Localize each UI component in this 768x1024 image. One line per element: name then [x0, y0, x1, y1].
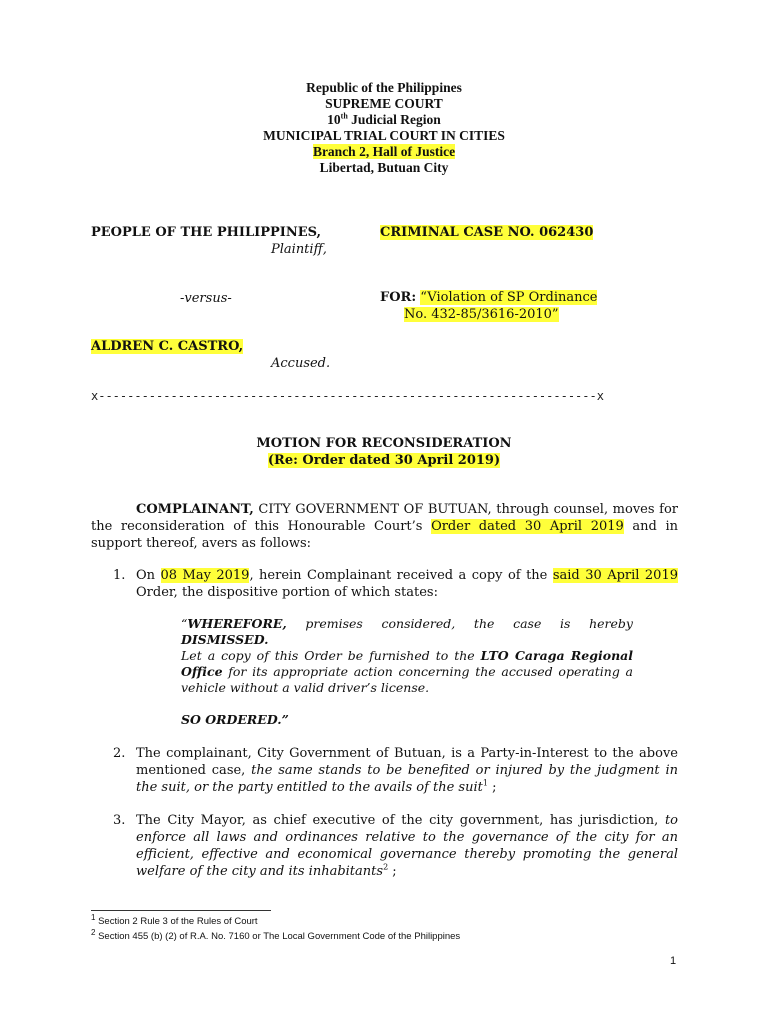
page-number: 1	[670, 955, 677, 967]
item-2-text: The complainant, City Government of Butuan, is a Party-in-Interest to the above mentioned case, the same stands to be benefited or injured by the judgment in the suit, or the party entitled to the avails of the suit$^1$ ;	[136, 746, 678, 795]
header-court-name: MUNICIPAL TRIAL COURT IN CITIES	[263, 128, 505, 143]
header-branch: Branch 2, Hall of Justice	[312, 144, 456, 159]
footnote-2: $^2$ Section 455 (b) (2) of R.A. No. 7160 or The Local Government Code of the Philippines	[91, 927, 461, 942]
footnote-rule	[91, 910, 271, 911]
court-header	[0, 80, 768, 176]
accused-role: Accused.	[271, 356, 331, 371]
item-3-number: 3.	[113, 813, 126, 828]
item-1-number: 1.	[113, 568, 126, 583]
accused-name: ALDREN C. CASTRO,	[91, 339, 244, 354]
plaintiff-role: Plaintiff,	[271, 242, 327, 257]
caption-separator: x---------------------------------------------------------------------x	[91, 389, 604, 403]
motion-title-line1: MOTION FOR RECONSIDERATION	[256, 436, 512, 451]
header-republic: Republic of the Philippines	[306, 80, 462, 95]
quote-so-ordered: SO ORDERED.”	[181, 712, 289, 727]
item-2-number: 2.	[113, 746, 126, 761]
versus-label: -versus-	[180, 291, 232, 306]
footnote-1: $^1$ Section 2 Rule 3 of the Rules of Court	[91, 912, 258, 927]
case-number: CRIMINAL CASE NO. 062430	[380, 225, 594, 240]
plaintiff-name: PEOPLE OF THE PHILIPPINES,	[91, 225, 322, 240]
quote-dispositive: “WHEREFORE, premises considered, the case is hereby DISMISSED.	[181, 616, 633, 647]
header-judicial-region: 10th Judicial Region	[327, 111, 441, 127]
intro-paragraph: COMPLAINANT, CITY GOVERNMENT OF BUTUAN, through counsel, moves for the reconsideration of this Honourable Court’s Order dated 30 April 2019 and in support thereof, avers as follows:	[91, 502, 678, 551]
header-location: Libertad, Butuan City	[319, 160, 449, 175]
motion-title-line2: (Re: Order dated 30 April 2019)	[267, 453, 501, 468]
quote-furnish-order: Let a copy of this Order be furnished to the LTO Caraga Regional Office for its appropriate action concerning the accused operating a vehicle without a valid driver’s license.	[181, 648, 634, 695]
motion-title	[0, 435, 768, 469]
case-offense-line2: No. 432-85/3616-2010”	[404, 307, 559, 322]
item-3-text: The City Mayor, as chief executive of the city government, has jurisdiction, to enforce all laws and ordinances relative to the governance of the city for an efficient, effective and economical governance thereby promoting the general welfare of the city and its inhabitants$^2$ ;	[136, 813, 678, 879]
item-1-text: On 08 May 2019, herein Complainant received a copy of the said 30 April 2019 Order, the dispositive portion of which states:	[136, 568, 678, 600]
case-offense: FOR: “Violation of SP Ordinance	[380, 290, 598, 305]
header-supreme-court: SUPREME COURT	[325, 96, 443, 111]
